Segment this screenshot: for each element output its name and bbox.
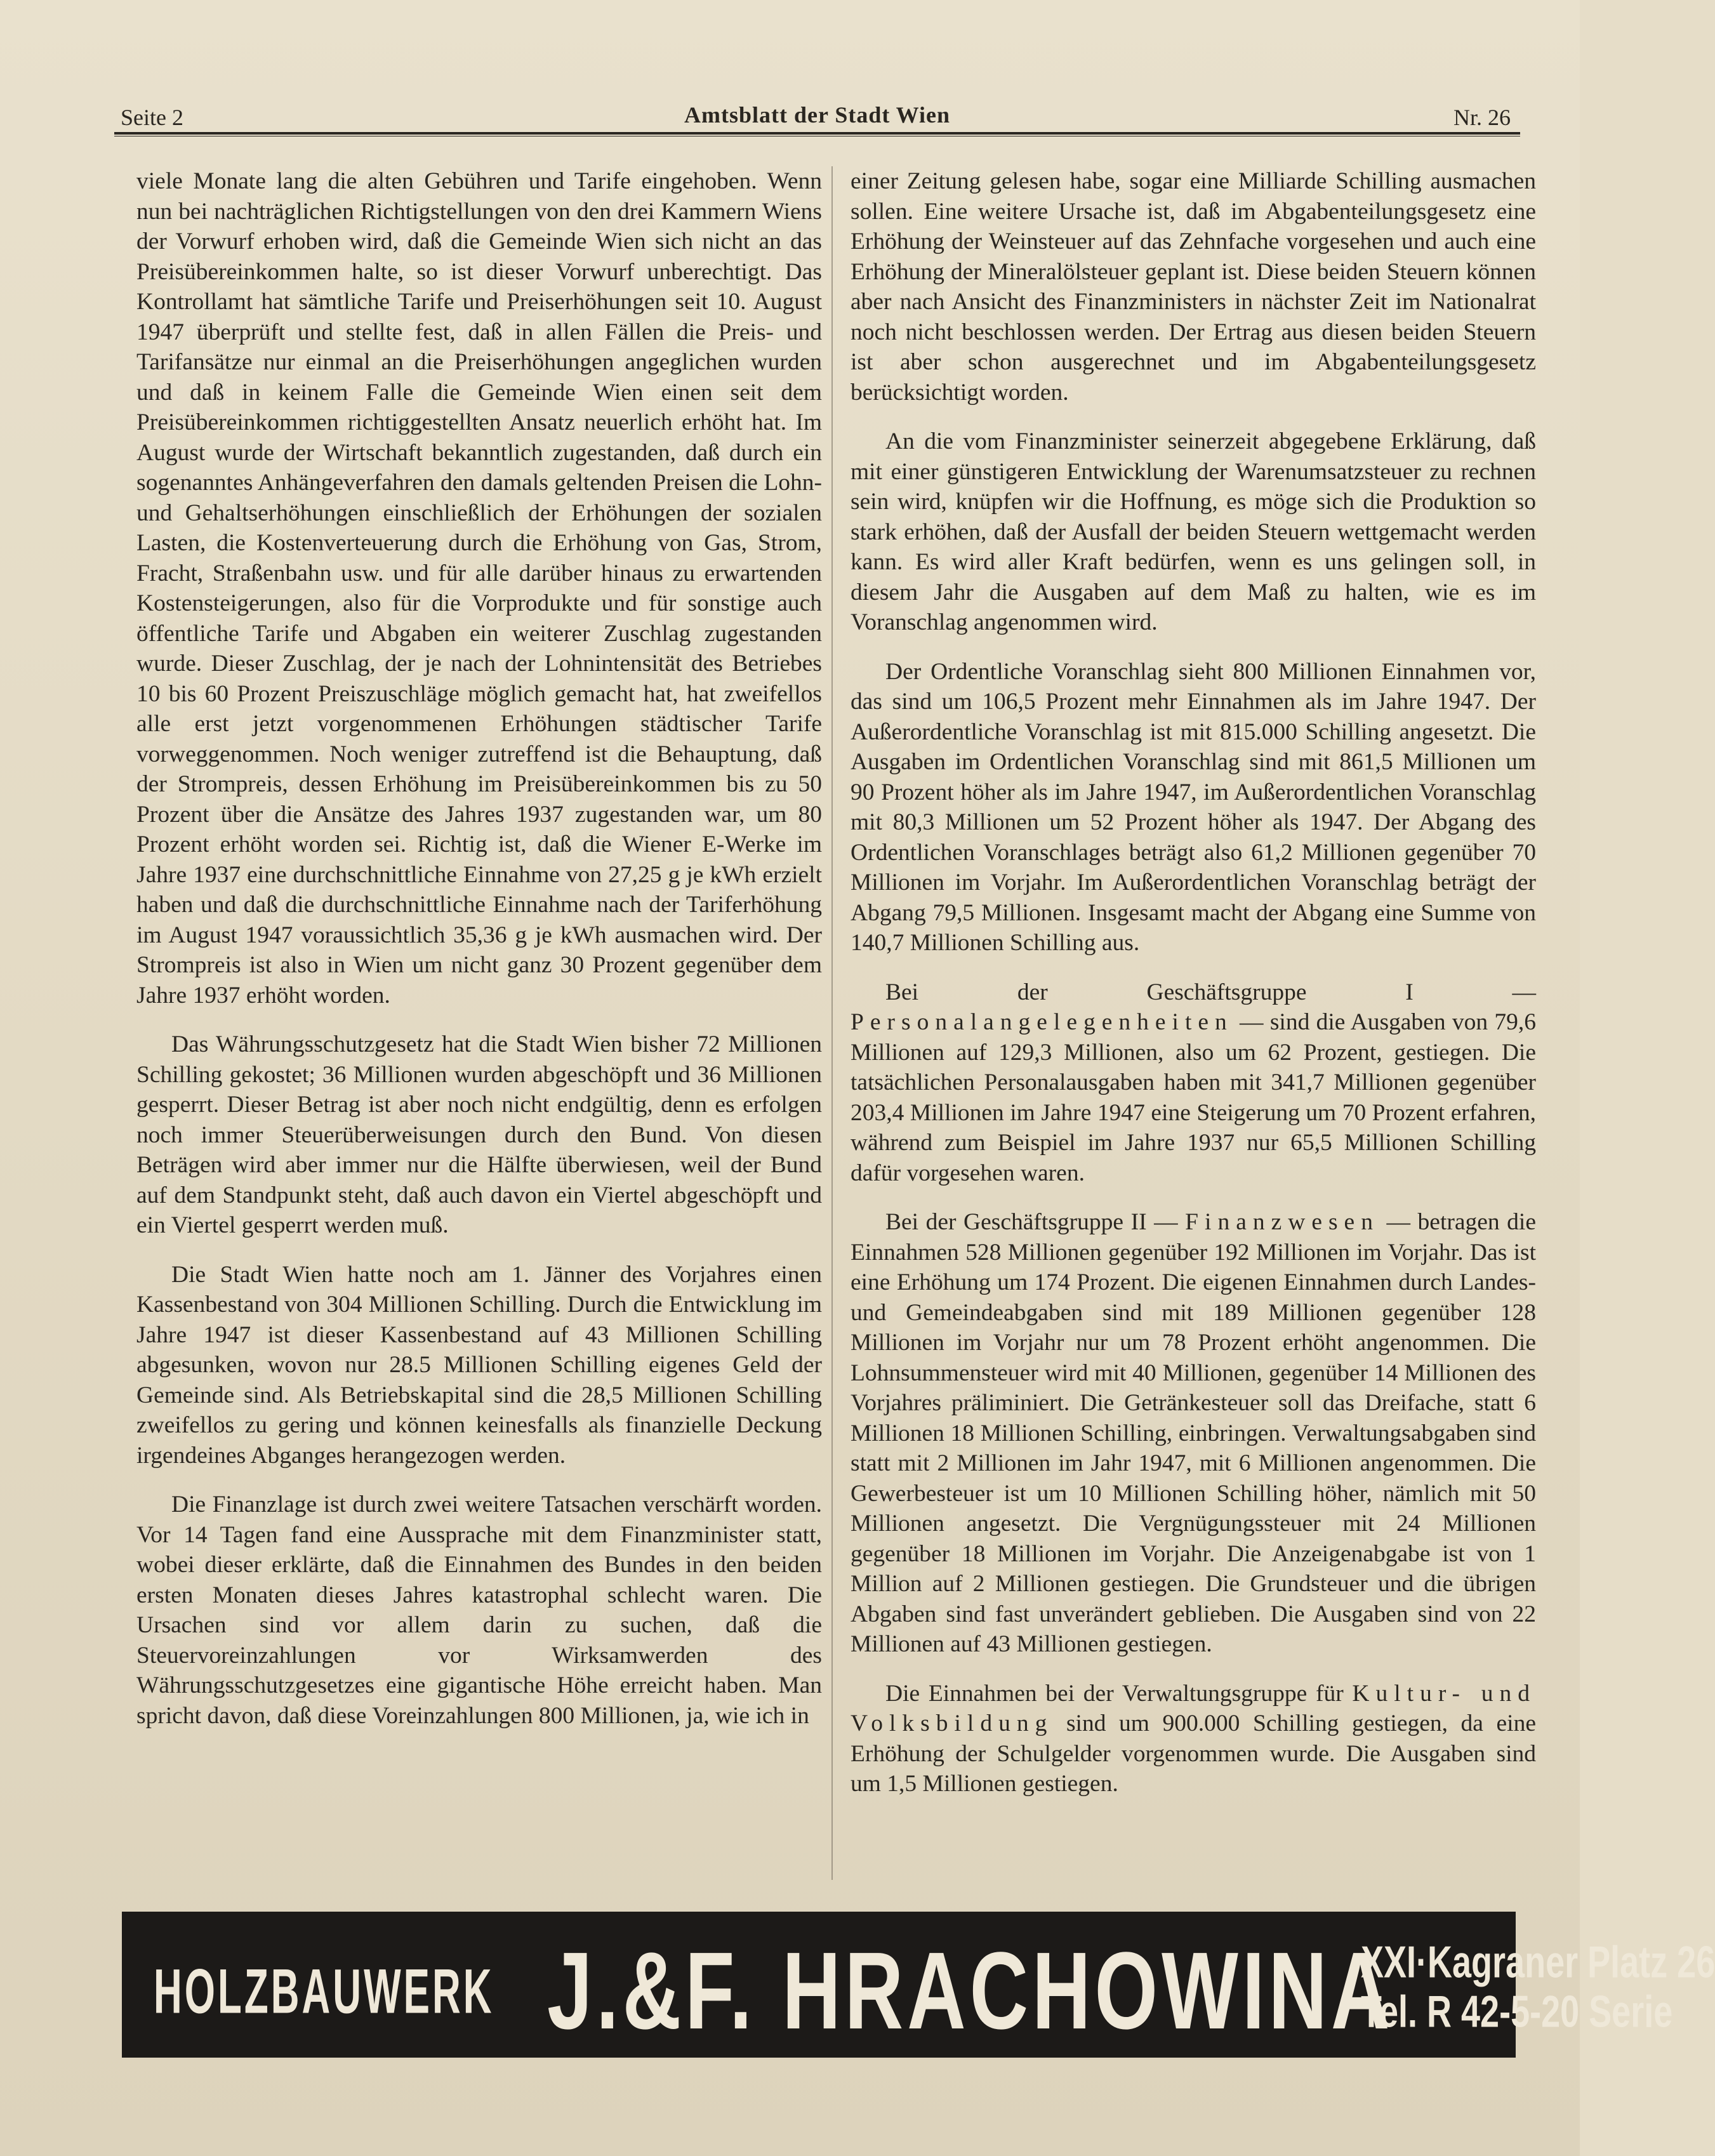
- section-name-finanz: Finanzwesen: [1185, 1209, 1379, 1235]
- paragraph-lead: Die Einnahmen bei der Verwaltungsgruppe für: [885, 1680, 1353, 1707]
- header-rule: [114, 132, 1520, 136]
- paragraph: Die Finanzlage ist durch zwei weitere Tatsachen verschärft worden. Vor 14 Tagen fand eine Aussprache mit dem Finanzminister statt, wobei dieser erklärte, daß die Einnahmen des Bundes in den beiden ersten Monaten dieses Jahres katastrophal schlecht waren. Die Ursachen sind vor allem darin zu suchen, daß die Steuervoreinzahlungen vor Wirksamwerden des Währungsschutzgesetzes eine gigantische Höhe erreicht haben. Man spricht davon, daß diese Voreinzahlungen 800 Millionen, ja, wie ich in: [136, 1491, 822, 1729]
- paragraph: einer Zeitung gelesen habe, sogar eine Milliarde Schilling ausmachen sollen. Eine weitere Ursache ist, daß im Abgabenteilungsgesetz eine Erhöhung der Weinsteuer auf das Zehnfache vorgesehen und auch eine Erhöhung der Mineralölsteuer geplant ist. Diese beiden Steuern können aber nach Ansicht des Finanzministers in nächster Zeit im Nationalrat noch nicht beschlossen werden. Der Ertrag aus diesen beiden Steuern ist aber schon ausgerechnet und im Abgabenteilungsgesetz berücksichtigt worden.: [851, 168, 1536, 406]
- page-number: Seite 2: [121, 105, 183, 130]
- paragraph-text: sind um 900.000 Schilling gestiegen, da eine Erhöhung der Schulgelder vorgenommen wurde. Die Ausgaben sind um 1,5 Millionen gestiegen.: [851, 1710, 1536, 1797]
- ad-lead: HOLZBAUWERK: [154, 1957, 494, 2027]
- paragraph-lead: Bei der Geschäftsgruppe II —: [885, 1209, 1186, 1235]
- right-column: [851, 166, 1536, 1880]
- page-header: [121, 95, 1511, 136]
- paragraph: Das Währungsschutzgesetz hat die Stadt Wien bisher 72 Millionen Schilling gekostet; 36 Millionen wurden abgeschöpft und 36 Millionen gesperrt. Dieser Betrag ist aber noch nicht endgültig, denn es erfolgen noch immer Steuerüberweisungen durch den Bund. Von diesen Beträgen wird aber immer nur die Hälfte überwiesen, weil der Bund auf dem Standpunkt steht, daß auch davon ein Viertel abgeschöpft und ein Viertel gesperrt werden muß.: [136, 1031, 822, 1238]
- paragraph: viele Monate lang die alten Gebühren und Tarife eingehoben. Wenn nun bei nachträglichen Richtigstellungen von den drei Kammern Wiens der Vorwurf erhoben wird, daß die Gemeinde Wien sich nicht an das Preisübereinkommen halte, so ist dieser Vorwurf unberechtigt. Das Kontrollamt hat sämtliche Tarife und Preiserhöhungen seit 10. August 1947 überprüft und stellte fest, daß in allen Fällen die Preis- und Tarifansätze nur einmal an die Preiserhöhungen angeglichen wurden und daß in keinem Falle die Gemeinde Wien einen seit dem Preisübereinkommen richtiggestellten Ansatz neuerlich erhöht hat. Im August wurde der Wirtschaft bekanntlich zugestanden, daß durch ein sogenanntes Anhängeverfahren den damals geltenden Preisen die Lohn- und Gehaltserhöhungen einschließlich der Erhöhungen der sozialen Lasten, die Kostenverteuerung durch die Erhöhung von Gas, Strom, Fracht, Straßenbahn usw. und für alle darüber hinaus zu erwartenden Kostensteigerungen, also für die Vorprodukte und für sonstige auch öffentliche Tarife und Abgaben ein weiterer Zuschlag zugestanden wurde. Dieser Zuschlag, der je nach der Lohnintensität des Betriebes 10 bis 60 Prozent Preiszuschläge möglich gemacht hat, hat zweifellos alle erst jetzt vorgenommenen Erhöhungen städtischer Tarife vorweggenommen. Noch weniger zutreffend ist die Behauptung, daß der Strompreis, dessen Erhöhung im Preisübereinkommen bis zu 50 Prozent über die Ansätze des Jahres 1937 zugestanden war, um 80 Prozent erhöht worden sei. Richtig ist, daß die Wiener E-Werke im Jahre 1937 eine durchschnittliche Einnahme von 27,25 g je kWh erzielt haben und daß die durchschnittliche Einnahme nach der Tariferhöhung im August 1947 voraussichtlich 35,36 g je kWh ausmachen wird. Der Strompreis ist also in Wien um nicht ganz 30 Prozent gegenüber dem Jahre 1937 erhöht worden.: [136, 168, 822, 1009]
- advertisement-banner: [122, 1912, 1715, 2058]
- paragraph: Die Stadt Wien hatte noch am 1. Jänner des Vorjahres einen Kassenbestand von 304 Millionen Schilling. Durch die Entwicklung im Jahre 1947 ist dieser Kassenbestand auf 43 Millionen Schilling abgesunken, wovon nur 28.5 Millionen Schilling eigenes Geld der Gemeinde sind. Als Betriebskapital sind die 28,5 Millionen Schilling zweifellos zu gering und können keinesfalls als finanzielle Deckung irgendeines Abganges herangezogen werden.: [136, 1261, 822, 1469]
- section-name-personal: Personalangelegenheiten: [851, 1009, 1233, 1035]
- paragraph-text: — sind die Ausgaben von 79,6 Millionen auf 129,3 Millionen, also um 62 Prozent, gestiegen. Die tatsächlichen Personalausgaben haben mit 341,7 Millionen gegenüber 203,4 Millionen im Jahre 1947 eine Steigerung um 70 Prozent erfahren, während zum Beispiel im Jahre 1937 nur 65,5 Millionen Schilling dafür vorgesehen waren.: [851, 1009, 1536, 1186]
- paragraph: Der Ordentliche Voranschlag sieht 800 Millionen Einnahmen vor, das sind um 106,5 Prozent mehr Einnahmen als im Jahre 1947. Der Außerordentliche Voranschlag ist mit 815.000 Schilling angesetzt. Die Ausgaben im Ordentlichen Voranschlag sind mit 861,5 Millionen um 90 Prozent höher als im Jahre 1947, im Außerordentlichen Voranschlag mit 80,3 Millionen um 52 Prozent höher als 1947. Der Abgang des Ordentlichen Voranschlages beträgt also 61,2 Millionen gegenüber 70 Millionen im Vorjahr. Im Außerordentlichen Voranschlag beträgt der Abgang 79,5 Millionen. Insgesamt macht der Abgang eine Summe von 140,7 Millionen Schilling aus.: [851, 658, 1536, 956]
- paragraph-text: — betragen die Einnahmen 528 Millionen gegenüber 192 Millionen im Vorjahr. Das ist eine Erhöhung um 174 Prozent. Die eigenen Einnahmen durch Landes- und Gemeindeabgaben sind mit 189 Millionen gegenüber 128 Millionen im Vorjahr nur um 78 Prozent erhöht angenommen. Die Lohnsummensteuer wird mit 40 Millionen, gegenüber 14 Millionen des Vorjahres präliminiert. Die Getränkesteuer soll das Dreifache, statt 6 Millionen 18 Millionen Schilling, einbringen. Verwaltungsabgaben sind statt mit 2 Millionen im Jahr 1947, mit 6 Millionen angenommen. Die Gewerbesteuer ist um 10 Millionen Schilling höher, nämlich mit 50 Millionen angesetzt. Die Vergnügungssteuer mit 24 Millionen gegenüber 18 Millionen im Vorjahr. Die Anzeigenabgabe ist von 1 Million auf 2 Millionen gestiegen. Die Grundsteuer und die übrigen Abgaben sind fast unverändert geblieben. Die Ausgaben sind von 22 Millionen auf 43 Millionen gestiegen.: [851, 1209, 1536, 1657]
- paragraph: An die vom Finanzminister seinerzeit abgegebene Erklärung, daß mit einer günstigeren Entwicklung der Warenumsatzsteuer zu rechnen sein wird, knüpfen wir die Hoffnung, es möge sich die Produktion so stark erhöhen, daß der Ausfall der beiden Steuern wettgemacht werden kann. Es wird aller Kraft bedürfen, wenn es uns gelingen soll, in diesem Jahr die Ausgaben auf dem Maß zu halten, wie es im Voranschlag angenommen wird.: [851, 428, 1536, 635]
- paragraph: [851, 977, 1536, 1189]
- column-divider: [831, 166, 833, 1880]
- paragraph: [851, 1207, 1536, 1660]
- left-column: [136, 166, 822, 1880]
- ad-address: XXI·Kagraner Platz 26: [1361, 1938, 1715, 1988]
- paragraph-lead: Bei der Geschäftsgruppe I —: [885, 979, 1536, 1005]
- publication-title: Amtsblatt der Stadt Wien: [684, 102, 951, 128]
- ad-company: J.&F. HRACHOWINA: [547, 1929, 1394, 2053]
- section-name-kultur: Kultur- und Volksbildung: [851, 1680, 1536, 1736]
- paragraph: [851, 1679, 1536, 1799]
- issue-number: Nr. 26: [1453, 105, 1511, 130]
- ad-phone: Tel. R 42-5-20 Serie: [1361, 1987, 1673, 2037]
